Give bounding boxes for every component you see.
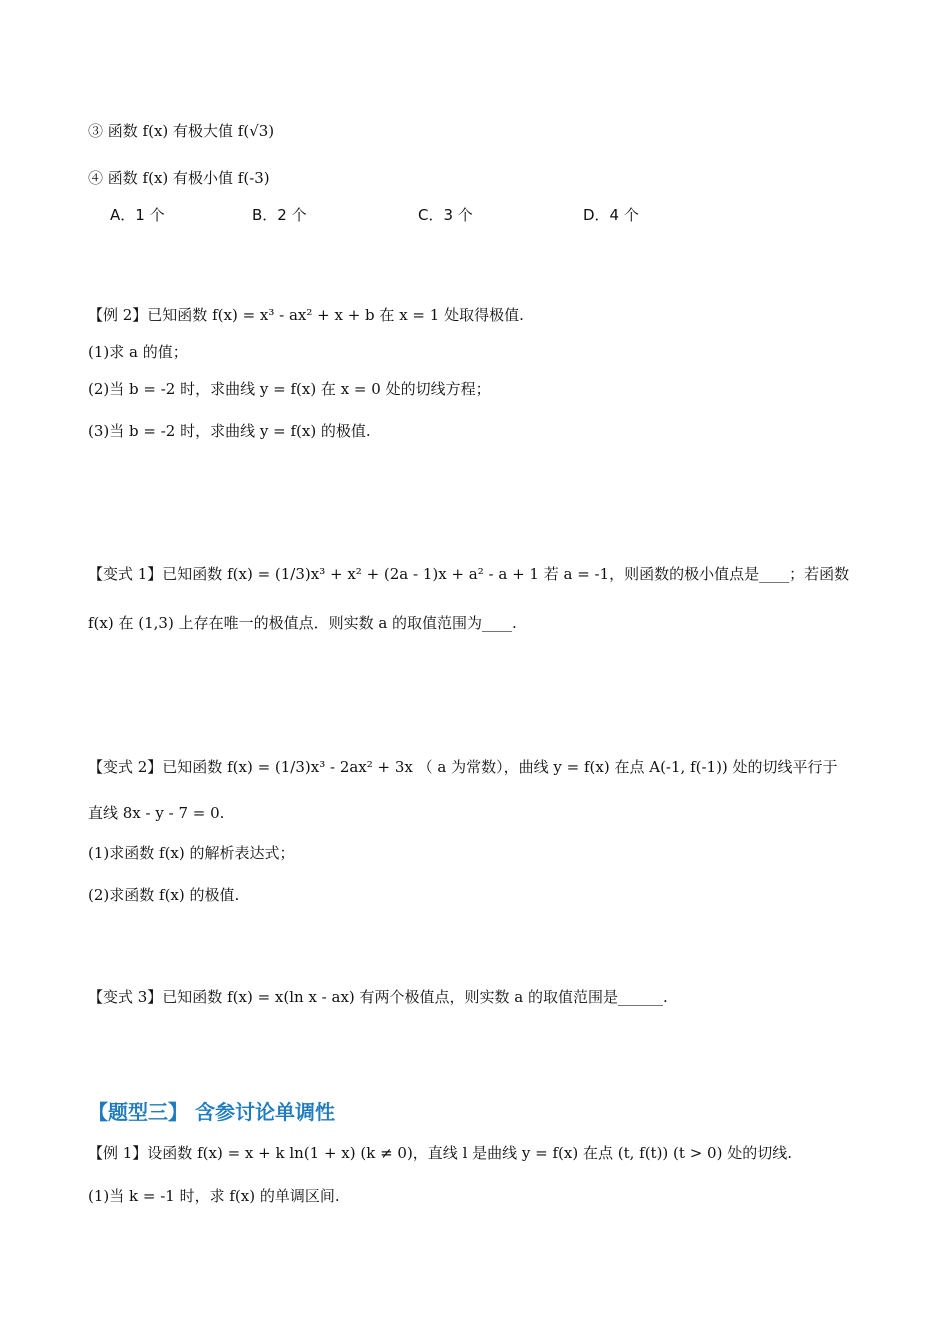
option-d: D．4 个 [583,206,639,224]
variant1-line1: 【变式 1】已知函数 f(x) = (1/3)x³ + x² + (2a - 1)x + a² - a + 1 若 a = -1，则函数的极小值点是____；若函数 [88,565,850,583]
example2-stem: 【例 2】已知函数 f(x) = x³ - ax² + x + b 在 x = 1 处取得极值. [88,306,524,324]
item-4: ④ 函数 f(x) 有极小值 f(-3) [88,169,270,187]
option-c: C．3 个 [418,206,473,224]
variant2-line2: 直线 8x - y - 7 = 0. [88,804,225,822]
example1-line1: 【例 1】设函数 f(x) = x + k ln(1 + x) (k ≠ 0)，直线 l 是曲线 y = f(x) 在点 (t, f(t)) (t > 0) 处的切线. [88,1144,792,1162]
example2-q3: (3)当 b = -2 时，求曲线 y = f(x) 的极值. [88,422,371,440]
option-a: A．1 个 [110,206,165,224]
example2-q1: (1)求 a 的值； [88,343,188,361]
variant2-q1: (1)求函数 f(x) 的解析表达式； [88,844,295,862]
example2-q2: (2)当 b = -2 时，求曲线 y = f(x) 在 x = 0 处的切线方程； [88,380,491,398]
example1-q1: (1)当 k = -1 时，求 f(x) 的单调区间. [88,1187,340,1205]
variant2-q2: (2)求函数 f(x) 的极值. [88,886,240,904]
option-b: B．2 个 [252,206,307,224]
item-3: ③ 函数 f(x) 有极大值 f(√3) [88,122,275,140]
variant2-line1: 【变式 2】已知函数 f(x) = (1/3)x³ - 2ax² + 3x （ a 为常数），曲线 y = f(x) 在点 A(-1, f(-1)) 处的切线平行于 [88,758,838,776]
variant1-line2: f(x) 在 (1,3) 上存在唯一的极值点．则实数 a 的取值范围为____. [88,614,517,632]
variant3-line1: 【变式 3】已知函数 f(x) = x(ln x - ax) 有两个极值点，则实数 a 的取值范围是______. [88,988,668,1006]
section-heading: 【题型三】 含参讨论单调性 [88,1100,335,1124]
